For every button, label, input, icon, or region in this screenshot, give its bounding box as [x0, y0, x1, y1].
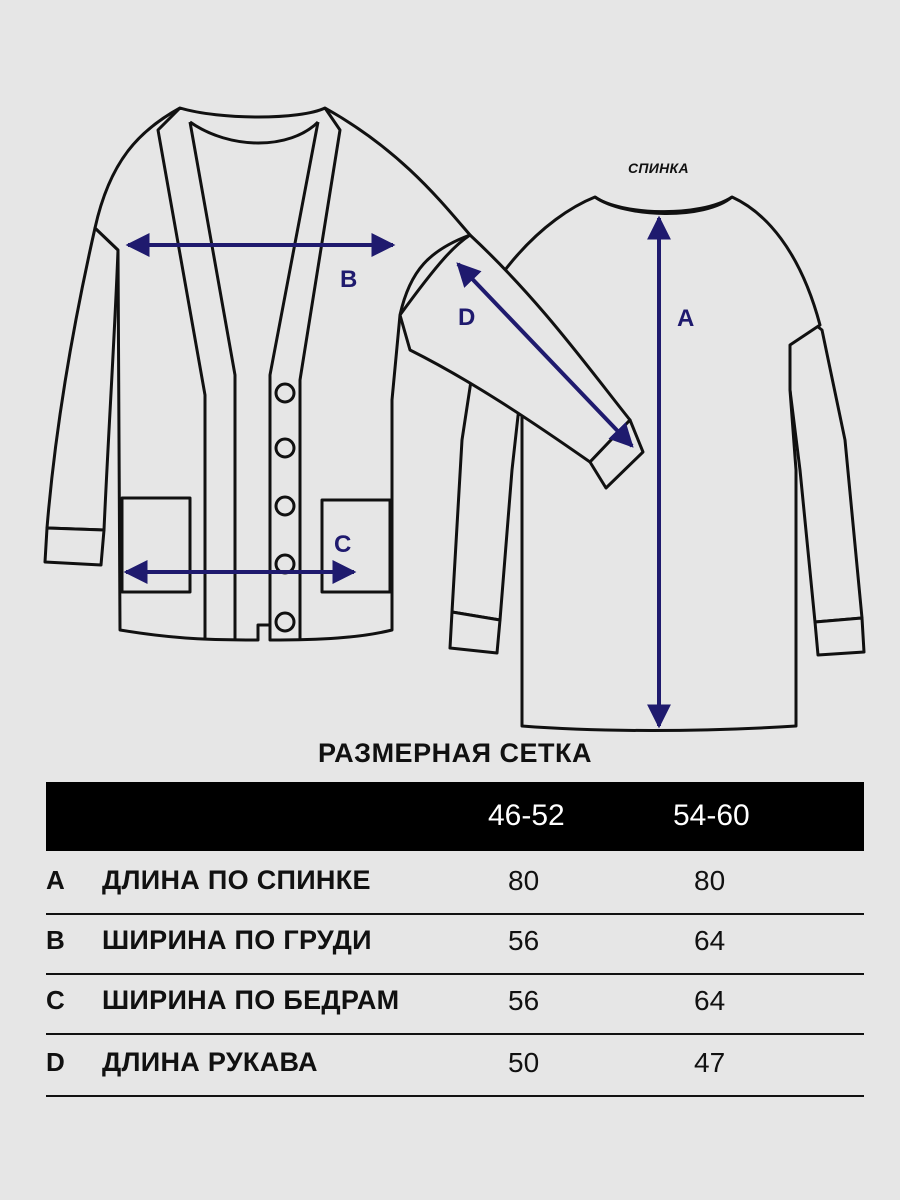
button-2: [276, 439, 294, 457]
table-row: [46, 1035, 864, 1097]
row-value-size-2: 80: [694, 865, 726, 896]
back-right-cuff: [815, 618, 864, 655]
size-chart-title: РАЗМЕРНАЯ СЕТКА: [318, 738, 592, 768]
back-left-cuff: [450, 612, 500, 653]
row-letter: D: [46, 1047, 65, 1077]
row-letter: C: [46, 985, 65, 1015]
row-value-size-1: 50: [508, 1047, 540, 1078]
row-label: ДЛИНА ПО СПИНКЕ: [102, 865, 371, 895]
row-value-size-2: 64: [694, 985, 726, 1016]
front-pocket-left: [122, 498, 190, 592]
size-table-header: [46, 782, 864, 851]
row-value-size-2: 64: [694, 925, 726, 956]
row-label: ДЛИНА РУКАВА: [102, 1047, 318, 1077]
front-pocket-right: [322, 500, 390, 592]
row-label: ШИРИНА ПО БЕДРАМ: [102, 985, 400, 1015]
row-value-size-1: 56: [508, 985, 540, 1016]
table-row: [46, 853, 864, 915]
row-value-size-2: 47: [694, 1047, 726, 1078]
button-3: [276, 497, 294, 515]
row-value-size-1: 56: [508, 925, 540, 956]
button-1: [276, 384, 294, 402]
size-column-2: 54-60: [673, 799, 750, 832]
button-5: [276, 613, 294, 631]
table-row: [46, 973, 864, 1035]
marker-d-label: D: [458, 304, 476, 331]
marker-c-label: C: [334, 531, 352, 558]
row-letter: A: [46, 865, 65, 895]
marker-b-label: B: [340, 266, 358, 293]
marker-a-label: A: [677, 305, 695, 332]
back-right-sleeve: [790, 305, 862, 622]
row-label: ШИРИНА ПО ГРУДИ: [102, 925, 372, 955]
front-left-cuff: [45, 528, 104, 565]
table-row: [46, 913, 864, 975]
row-value-size-1: 80: [508, 865, 540, 896]
size-column-1: 46-52: [488, 799, 565, 832]
back-body: [505, 197, 820, 731]
row-letter: B: [46, 925, 65, 955]
back-view-title: СПИНКА: [628, 160, 689, 176]
front-left-sleeve: [47, 228, 118, 530]
